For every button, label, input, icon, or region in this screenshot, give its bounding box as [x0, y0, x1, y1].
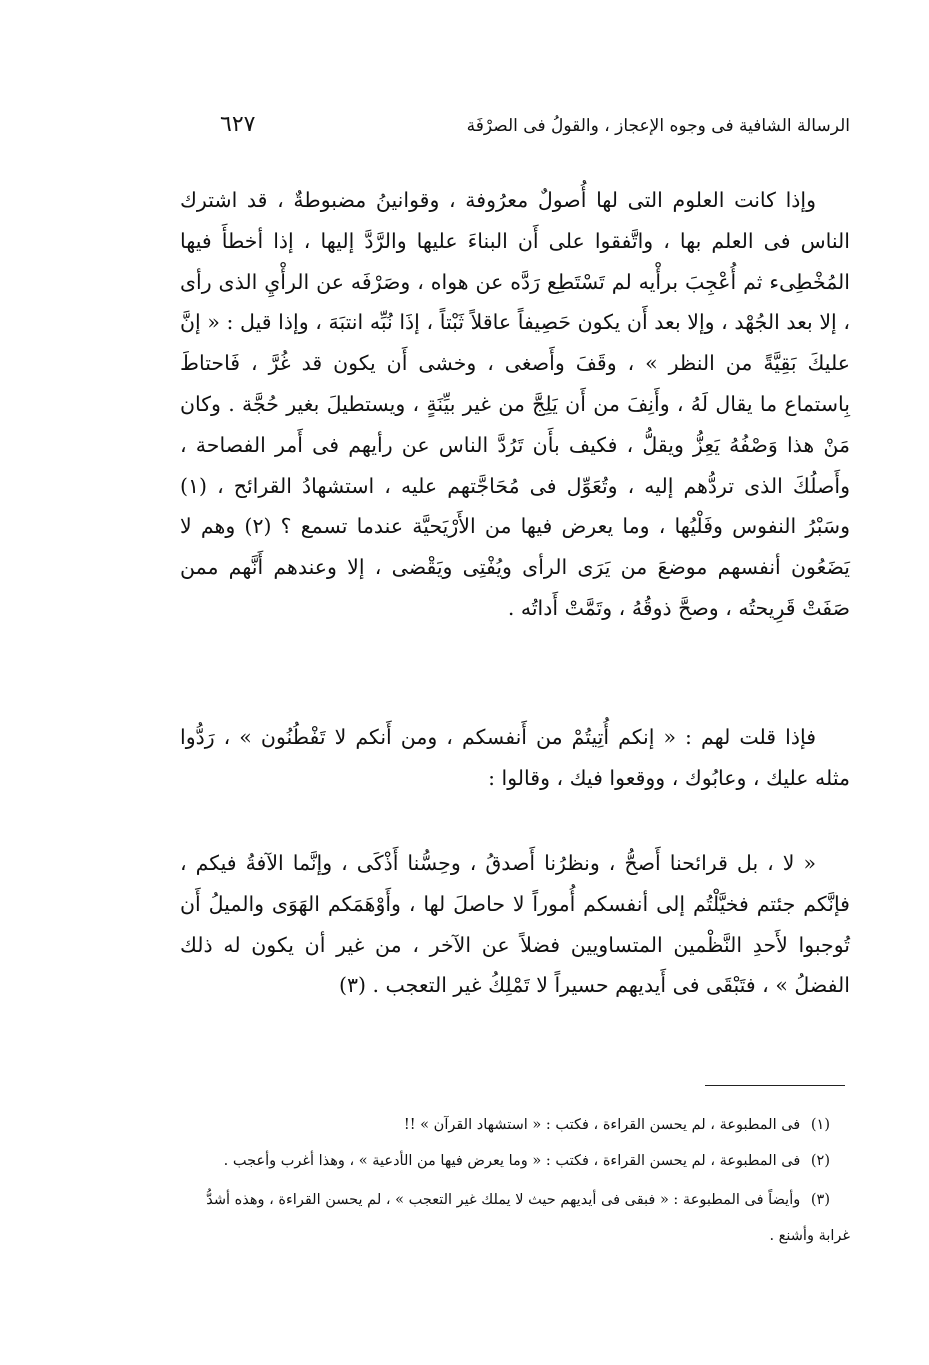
footnotes — [180, 1110, 850, 1260]
footnote-2 — [180, 1146, 850, 1176]
footnote-text: فى المطبوعة ، لم يحسن القراءة ، فكتب : « وما يعرض فيها من الأدعية » ، وهذا أغرب وأعجب . — [223, 1153, 801, 1169]
footnote-3 — [180, 1182, 850, 1254]
page-number: ٦٢٧ — [220, 112, 256, 137]
running-title: الرسالة الشافية فى وجوه الإعجاز ، والقولُ فى الصرْفَة — [466, 116, 850, 136]
footnote-marker: (٣) — [810, 1192, 830, 1208]
paragraph-text: فإذا قلت لهم : « إنكم أُتِيتُمْ من أَنفسكم ، ومن أَنكم لا تَفْطُنُون » ، رَدُّوا مثله عليك ، وعابُوك ، ووقعوا فيك ، وقالوا : — [180, 725, 850, 790]
footnote-marker: (١) — [810, 1117, 830, 1133]
body-paragraph-1 — [180, 180, 850, 629]
footnote-marker: (٢) — [810, 1153, 830, 1169]
footnote-text: وأيضاً فى المطبوعة : « فبقى فى أيديهم حيث لا يملك غير التعجب » ، لم يحسن القراءة ، وهذه أشدُّ غرابة وأشنع . — [206, 1192, 850, 1244]
paragraph-text: وإذا كانت العلوم التى لها أُصولٌ معرُوفة ، وقوانينُ مضبوطةٌ ، قد اشترك الناس فى العلم بها ، واتَّفقوا على أَن البناءَ عليها والرَّدَّ إليها ، إذا أخطأَ فيها المُخْطِىء ثم أُعْجِبَ برأْيه لم تَسْتَطِع رَدَّه عن هواه ، وصَرْفَه عن الرأْيِ الذى رأى ، إلا بعد الجُهْد ، وإلا بعد أَن يكون حَصِيفاً عاقلاً ثَبْتاً ، إذَا نُبِّه انتبَهَ ، وإذا قيل : « إنَّ عليكَ بَقِيَّةً من النظر » ، وقَفَ وأَصغى ، وخشى أَن يكون قد غُرَّ ، فَاحتاطَ بِاستماع ما يقال لَهُ ، وأَنِفَ من أَن يَلِجَّ من غير بيِّنَةٍ ، ويستطيلَ بغير حُجَّة . وكان مَنْ هذا وَصْفُهُ يَعِزُّ ويقلُّ ، فكيف بأَن تَرُدَّ الناس عن رأيهم فى أَمر الفصاحة ، وأَصلُكَ الذى تردُّهم إليه ، وتُعَوِّل فى مُحَاجَّتهم عليه ، استشهادُ القرائح ، (١) وسَبْرُ النفوس وفَلْيُها ، وما يعرض فيها من الأَرْيَحيَّة عندما تسمع ؟ (٢) وهم لا يَضَعُون أنفسهم موضعَ من يَرَى الرأى ويُفْتِى ويَقْضى ، إلا وعندهم أَنَّهم ممن صَفَتْ قَرِيحتُه ، وصحَّ ذوقُهُ ، وتَمَّتْ أَداتُه . — [180, 188, 850, 620]
footnote-1 — [180, 1110, 850, 1140]
body-paragraph-3 — [180, 843, 850, 1006]
footnote-divider — [705, 1085, 845, 1086]
paragraph-text: « لا ، بل قرائحنا أَصحُّ ، ونظرُنا أَصدقُ ، وحِسُّنا أَذْكَى ، وإنَّما الآفةُ فيكم ، فإنَّكم جئتم فخيَّلْتُم إلى أنفسكم أُموراً لا حاصلَ لها ، وأَوْهَمَكم الهَوَى والميلُ أَن تُوجبوا لأَحدِ النَّظْمين المتساويين فضلاً عن الآخر ، من غير أن يكون له ذلك الفضلُ » ، فتَبْقَى فى أَيديهم حسيراً لا تَمْلِكُ غير التعجب . (٣) — [180, 851, 850, 998]
body-paragraph-2 — [180, 717, 850, 799]
running-header — [220, 112, 850, 152]
footnote-text: فى المطبوعة ، لم يحسن القراءة ، فكتب : « استشهاد القرآن » !! — [403, 1117, 801, 1133]
